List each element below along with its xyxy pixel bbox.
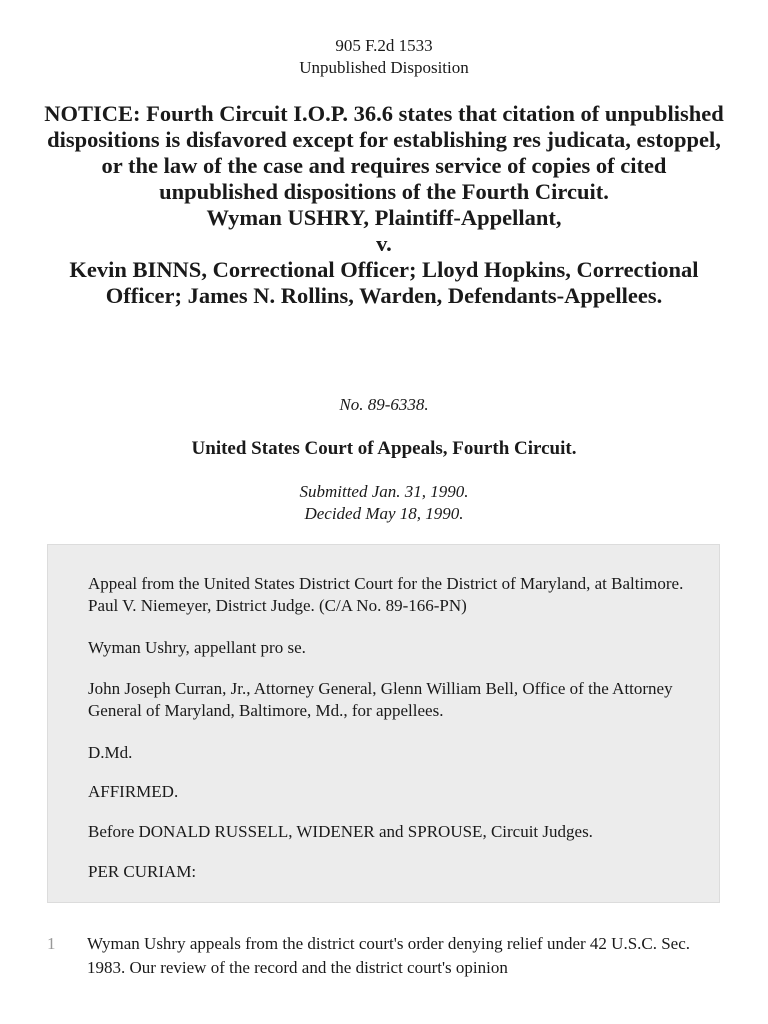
appellant-counsel: Wyman Ushry, appellant pro se. <box>88 638 306 657</box>
header-meta <box>0 35 768 79</box>
notice-text: NOTICE: Fourth Circuit I.O.P. 36.6 states that citation of unpublished dispositions is disfavored except for establishing res judicata, estoppel, or the law of the case and requires service of copies of cited unpublished dispositions of the Fourth Circuit. <box>44 101 724 204</box>
district-code: D.Md. <box>88 743 133 762</box>
appellee-counsel: John Joseph Curran, Jr., Attorney General, Glenn William Bell, Office of the Attorney General of Maryland, Baltimore, Md., for appellees. <box>88 679 673 720</box>
result: AFFIRMED. <box>88 782 179 801</box>
court-name: United States Court of Appeals, Fourth Circuit. <box>191 438 577 459</box>
plaintiff-line: Wyman USHRY, Plaintiff-Appellant, <box>206 205 562 230</box>
per-curiam: PER CURIAM: <box>88 862 197 881</box>
case-summary-box <box>47 544 720 903</box>
defendants-line: Kevin BINNS, Correctional Officer; Lloyd Hopkins, Correctional Officer; James N. Rollins, Warden, Defendants-Appellees. <box>69 257 699 308</box>
submitted-date: Submitted Jan. 31, 1990. <box>299 482 469 501</box>
case-citation: 905 F.2d 1533 <box>335 36 433 55</box>
docket-number: No. 89-6338. <box>339 395 429 414</box>
decided-date: Decided May 18, 1990. <box>304 504 464 523</box>
paragraph-text: Wyman Ushry appeals from the district court's order denying relief under 42 U.S.C. Sec. 1983. Our review of the record and the district court's opinion <box>87 934 691 977</box>
disposition-type: Unpublished Disposition <box>299 58 469 77</box>
decision-dates <box>0 481 768 525</box>
paragraph-number: 1 <box>47 934 56 953</box>
versus-line: v. <box>376 231 392 256</box>
case-caption <box>44 101 724 309</box>
appeal-from: Appeal from the United States District Court for the District of Maryland, at Baltimore. Paul V. Niemeyer, District Judge. (C/A No. 89-166-PN) <box>88 574 684 615</box>
panel-judges: Before DONALD RUSSELL, WIDENER and SPROUSE, Circuit Judges. <box>88 822 593 841</box>
